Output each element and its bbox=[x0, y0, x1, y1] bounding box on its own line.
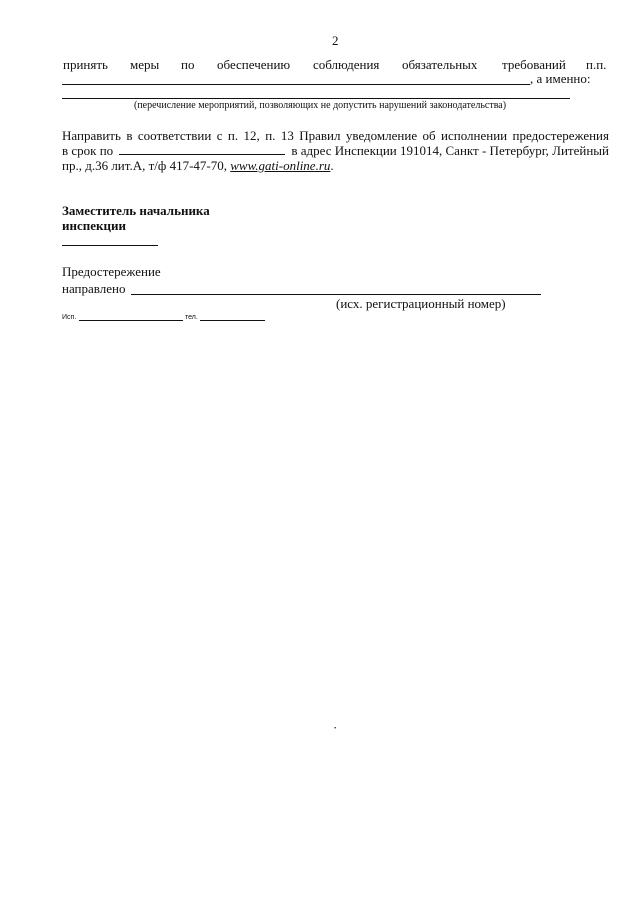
executor-label: Исп. bbox=[62, 314, 77, 321]
notice-line-3-start: пр., д.36 лит.А, т/ф 417-47-70, bbox=[62, 158, 227, 173]
notice-line-3-end: . bbox=[330, 158, 334, 173]
sent-label: Предостережение bbox=[62, 264, 161, 279]
sent-number-line bbox=[131, 294, 541, 295]
signatory-title: Заместитель начальника bbox=[62, 203, 210, 218]
sent-caption: (исх. регистрационный номер) bbox=[336, 296, 506, 311]
measures-word-4: обеспечению bbox=[217, 57, 291, 72]
measures-namely: , а именно: bbox=[530, 71, 591, 86]
phone-label: тел. bbox=[185, 314, 198, 321]
notice-line-2 bbox=[62, 143, 609, 158]
notice-line-3 bbox=[62, 158, 334, 173]
measures-word-1: принять bbox=[63, 57, 108, 72]
measures-blank-line-2 bbox=[62, 98, 570, 99]
measures-blank-line-1 bbox=[62, 84, 530, 85]
notice-deadline-blank bbox=[119, 143, 285, 155]
measures-word-2: меры bbox=[130, 57, 160, 72]
measures-word-6: обязательных bbox=[402, 57, 478, 72]
notice-line-2-start: в срок по bbox=[62, 143, 114, 158]
notice-line-1: Направить в соответствии с п. 12, п. 13 Правил уведомление об исполнении предостережения bbox=[62, 128, 609, 143]
signatory-title-2: инспекции bbox=[62, 218, 126, 233]
website-link[interactable]: www.gati-online.ru bbox=[230, 158, 331, 173]
sent-label-2: направлено bbox=[62, 281, 126, 296]
page-number: 2 bbox=[332, 33, 339, 48]
stray-dot: · bbox=[333, 720, 338, 735]
measures-word-5: соблюдения bbox=[313, 57, 380, 72]
measures-word-8: п.п. bbox=[586, 57, 607, 72]
signature-line bbox=[62, 245, 158, 246]
measures-word-3: по bbox=[181, 57, 195, 72]
measures-caption: (перечисление мероприятий, позволяющих не допустить нарушений законодательства) bbox=[134, 100, 507, 111]
executor-line bbox=[79, 320, 183, 321]
phone-line bbox=[200, 320, 265, 321]
notice-line-2-end: в адрес Инспекции 191014, Санкт - Петербург, Литейный bbox=[291, 143, 609, 158]
measures-word-7: требований bbox=[502, 57, 566, 72]
